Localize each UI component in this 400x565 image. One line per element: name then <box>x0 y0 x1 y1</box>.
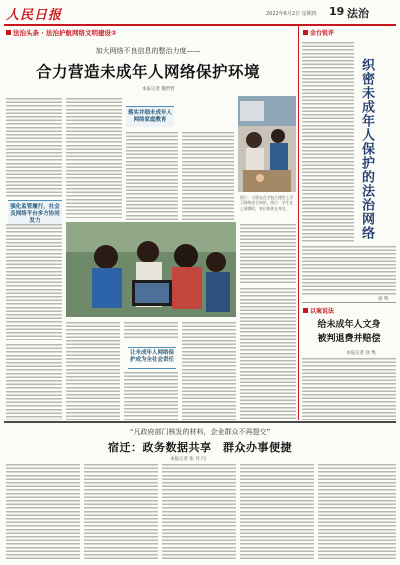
column-tag[interactable] <box>6 28 117 37</box>
commentary-text-block <box>302 246 396 296</box>
feature-text-block <box>6 98 62 198</box>
square-bullet-icon <box>303 30 308 35</box>
section-rule <box>302 302 396 303</box>
case-tag[interactable] <box>303 306 334 315</box>
photo-children-tablet-image <box>66 222 236 317</box>
masthead <box>4 4 396 22</box>
feature-text-block <box>6 344 62 420</box>
feature-text-block <box>240 224 296 284</box>
feature-kicker: 加大网络不良信息的整治力度—— <box>95 47 201 55</box>
masthead-rule <box>4 24 396 26</box>
feature-pullquote: 让未成年人网络保护成为全社会责任 <box>129 350 174 364</box>
commentary-text-block <box>302 42 354 242</box>
feature-text-block <box>126 132 178 220</box>
feature-text-block <box>182 322 236 420</box>
photo-classroom[interactable] <box>238 96 296 192</box>
feature-text-block <box>66 322 120 420</box>
bottom-byline: 本报记者 张 丹 闫 <box>170 457 206 462</box>
case-title-line-1: 给未成年人文身 <box>317 320 381 330</box>
column-tag-label: 法治头条 · 法治护航网络文明建设② <box>13 29 117 37</box>
commentary-vertical-title[interactable]: 织密未成年人保护的法治网络 <box>359 58 374 240</box>
photo-children-tablet[interactable] <box>66 222 236 317</box>
bottom-text-block <box>318 464 396 561</box>
case-text-block <box>302 358 396 420</box>
photo-classroom-image <box>238 96 296 192</box>
feature-headline[interactable]: 合力营造未成年人网络保护环境 <box>35 63 260 81</box>
pullquote-rule <box>128 368 176 369</box>
page-section: 法治 <box>347 7 369 20</box>
feature-text-block <box>6 224 62 340</box>
bottom-text-block <box>6 464 80 561</box>
feature-text-block <box>124 372 178 420</box>
column-divider <box>298 26 299 420</box>
bottom-text-block <box>240 464 314 561</box>
dateline: 2022年6月2日 星期四 <box>266 11 317 17</box>
feature-text-block <box>240 288 296 420</box>
feature-text-block <box>182 132 234 220</box>
pullquote-rule <box>128 347 176 348</box>
case-title-line-2: 被判退费并赔偿 <box>317 334 381 345</box>
bottom-text-block <box>162 464 236 561</box>
case-title[interactable] <box>302 318 396 347</box>
commentary-signature: 徐 隽 <box>378 297 389 302</box>
square-bullet-icon <box>6 30 11 35</box>
bottom-section-rule <box>4 421 396 423</box>
feature-byline: 本报记者 魏哲哲 <box>142 87 175 92</box>
case-tag-label: 以案说法 <box>310 308 335 315</box>
bottom-kicker: “凡政府部门核发的材料，企业群众不再提交” <box>129 428 271 436</box>
bottom-text-block <box>84 464 158 561</box>
newspaper-logo[interactable]: 人民日报 <box>6 8 63 23</box>
page-number: 19 <box>329 5 345 18</box>
case-byline: 本报记者 徐 隽 <box>346 351 376 356</box>
photo-caption: 图①：小朋友在学校大课堂上学习网络安全知识。图②：学生在上网课时，家长陪伴在身边。 <box>240 195 294 211</box>
bottom-headline[interactable]: 宿迁：政务数据共享 群众办事便捷 <box>108 441 292 454</box>
feature-text-block <box>66 98 122 218</box>
feature-text-block <box>124 322 178 340</box>
commentary-tag[interactable] <box>303 28 334 37</box>
commentary-tag-label: 金台锐评 <box>310 30 335 37</box>
feature-subhead-1: 强化监管履行，社会及网络平台多方协同发力 <box>8 200 62 228</box>
square-bullet-icon <box>303 308 308 313</box>
feature-subhead-2: 落实并细未成年人网络家庭教育 <box>126 106 174 127</box>
